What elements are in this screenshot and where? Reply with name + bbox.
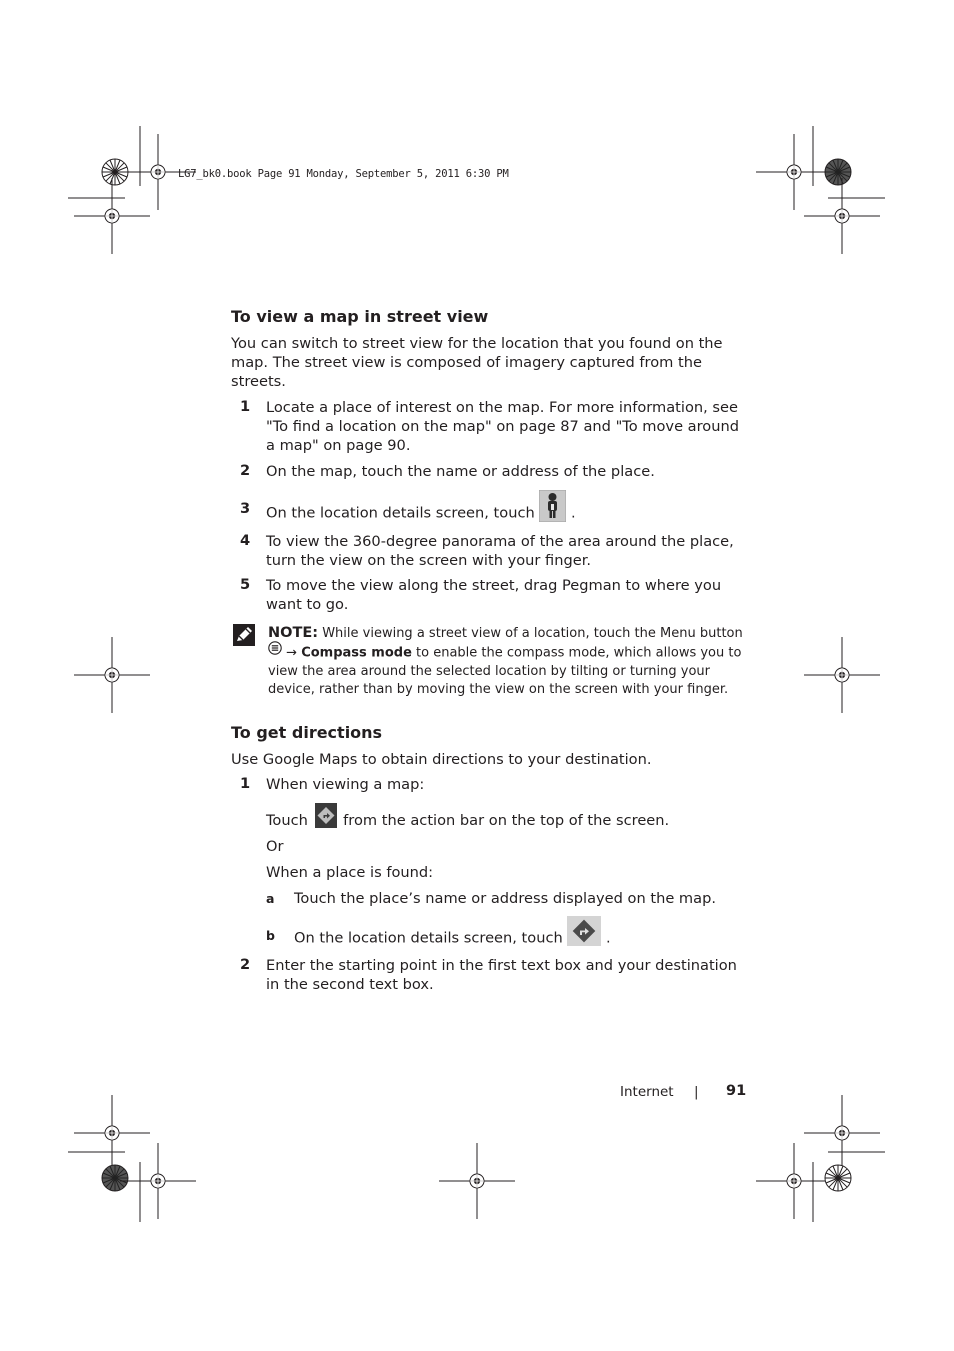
step-number: 5 — [240, 576, 251, 593]
step-text-after: . — [571, 504, 576, 522]
step-text: Enter the starting point in the first text box and your destination in the second text box. — [266, 957, 737, 993]
note-text: While viewing a street view of a location, touch the Menu button — [322, 626, 743, 641]
menu-icon — [268, 641, 282, 662]
sub-step-letter: a — [266, 891, 275, 906]
page-number: 91 — [726, 1083, 747, 1099]
footer-section-name: Internet — [620, 1084, 674, 1100]
touch-text-after: from the action bar on the top of the screen. — [343, 812, 670, 829]
sub-step-text-before: On the location details screen, touch — [294, 929, 563, 947]
section-heading-street-view: To view a map in street view — [231, 307, 489, 326]
step-text: On the map, touch the name or address of the place. — [266, 463, 655, 480]
step-number: 1 — [240, 775, 251, 792]
or-text: Or — [266, 838, 284, 855]
directions-icon — [315, 803, 337, 833]
step-text: When viewing a map: — [266, 776, 425, 793]
step-text: To view the 360-degree panorama of the area around the place, turn the view on the screen with your finger. — [266, 533, 734, 569]
step-number: 1 — [240, 398, 251, 415]
note-compass-mode: Compass mode — [301, 645, 412, 661]
note-block — [268, 624, 748, 700]
step-number: 3 — [240, 500, 251, 517]
step-text: Locate a place of interest on the map. For more information, see "To find a location on the map" on page 87 and "To move around a map" on page 90. — [266, 399, 739, 454]
note-text-cont: to enable the compass mode, which allows you to view the area around the selected location by tilting or turning your device, rather than by moving the view on the screen with your finger. — [268, 645, 742, 698]
place-found-text: When a place is found: — [266, 864, 434, 881]
step-number: 4 — [240, 532, 251, 549]
note-label: NOTE: — [268, 625, 319, 641]
step-text — [266, 500, 748, 527]
street-view-intro: You can switch to street view for the location that you found on the map. The street view is composed of imagery captured from the streets. — [231, 335, 723, 390]
directions-turn-icon — [567, 916, 601, 951]
note-pencil-icon — [233, 624, 255, 650]
step-number: 2 — [240, 956, 251, 973]
step-text: To move the view along the street, drag Pegman to where you want to go. — [266, 577, 722, 613]
print-slug: LG7_bk0.book Page 91 Monday, September 5, 2011 6:30 PM — [178, 168, 509, 180]
note-arrow: → — [286, 645, 298, 661]
touch-directions-line — [266, 809, 748, 833]
section-heading-directions: To get directions — [231, 723, 383, 742]
sub-step-text — [294, 926, 754, 951]
sub-step-text-after: . — [606, 929, 611, 947]
sub-step-letter: b — [266, 928, 275, 943]
step-number: 2 — [240, 462, 251, 479]
sub-step-text: Touch the place’s name or address displayed on the map. — [294, 890, 716, 907]
touch-text: Touch — [266, 812, 308, 829]
pegman-icon — [539, 490, 566, 527]
step-text-before: On the location details screen, touch — [266, 504, 535, 522]
footer-separator: | — [694, 1084, 699, 1100]
directions-intro: Use Google Maps to obtain directions to your destination. — [231, 751, 652, 768]
